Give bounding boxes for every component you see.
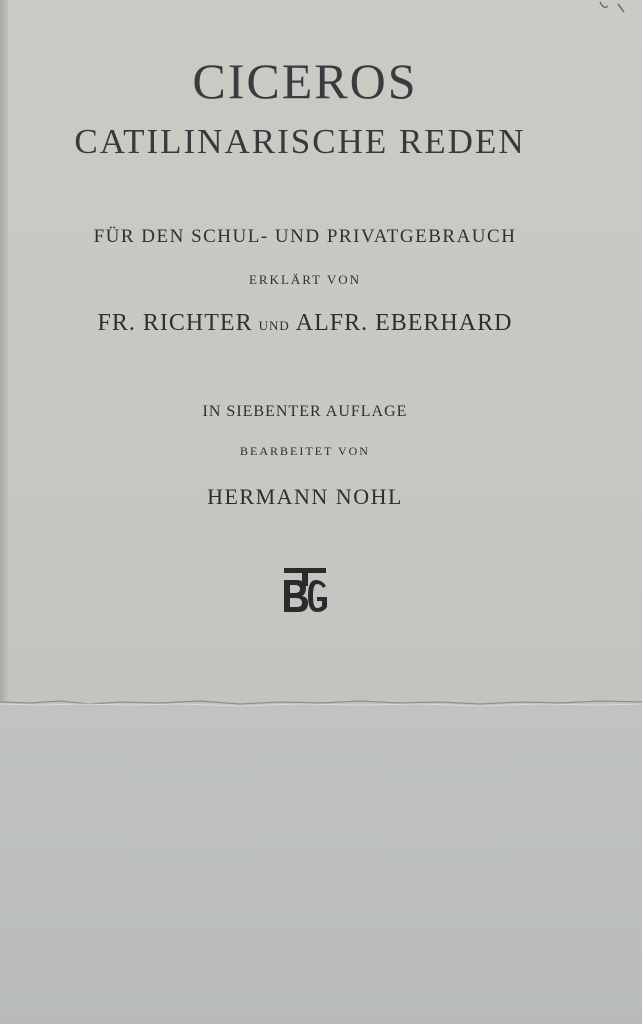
pencil-mark-icon	[594, 0, 634, 18]
editor: HERMANN NOHL	[207, 484, 403, 509]
author-conjunction: UND	[258, 318, 290, 333]
edition: IN SIEBENTER AUFLAGE	[202, 403, 408, 420]
subtitle: FÜR DEN SCHUL- UND PRIVATGEBRAUCH	[93, 226, 517, 247]
title-line-2: CATILINARISCHE REDEN	[74, 122, 526, 161]
underlying-page	[0, 708, 642, 1024]
title-line-1: CICEROS	[192, 53, 418, 109]
authors	[0, 310, 610, 337]
revised-by: BEARBEITET VON	[240, 444, 370, 458]
bgt-monogram-icon	[280, 566, 330, 614]
explained-by: ERKLÄRT VON	[248, 272, 362, 287]
author-second: ALFR. EBERHARD	[295, 310, 513, 336]
author-first: FR. RICHTER	[97, 310, 253, 336]
